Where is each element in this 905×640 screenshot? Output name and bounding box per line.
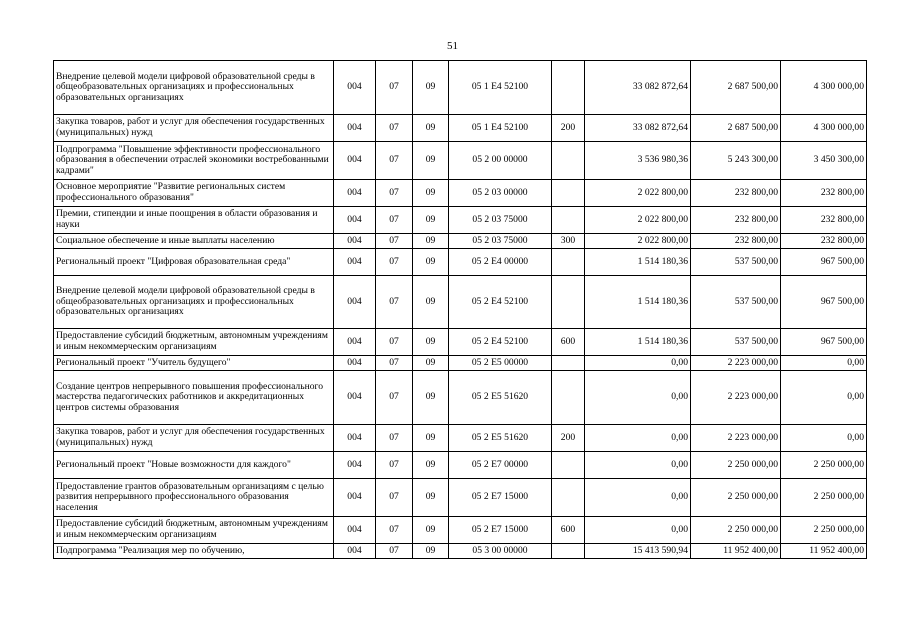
table-row xyxy=(54,142,867,180)
row-expense-type: 200 xyxy=(552,425,585,452)
row-amount-2: 232 800,00 xyxy=(691,207,781,234)
row-amount-2: 232 800,00 xyxy=(691,234,781,249)
row-target-article: 05 2 E5 00000 xyxy=(449,356,552,371)
row-expense-type: 600 xyxy=(552,517,585,544)
table-row xyxy=(54,371,867,425)
row-target-article: 05 2 03 75000 xyxy=(449,207,552,234)
row-section-code: 07 xyxy=(376,371,413,425)
row-ved-code: 004 xyxy=(334,276,376,329)
row-amount-2: 2 250 000,00 xyxy=(691,517,781,544)
table-row xyxy=(54,517,867,544)
row-ved-code: 004 xyxy=(334,356,376,371)
row-amount-2: 11 952 400,00 xyxy=(691,544,781,559)
row-section-code: 07 xyxy=(376,249,413,276)
row-subsection-code: 09 xyxy=(413,142,449,180)
row-expense-type: 200 xyxy=(552,115,585,142)
row-expense-type xyxy=(552,207,585,234)
row-section-code: 07 xyxy=(376,207,413,234)
row-ved-code: 004 xyxy=(334,329,376,356)
budget-table-body xyxy=(54,61,867,559)
row-ved-code: 004 xyxy=(334,371,376,425)
row-name: Премии, стипендии и иные поощрения в области образования и науки xyxy=(54,207,334,234)
row-expense-type xyxy=(552,249,585,276)
row-amount-2: 2 223 000,00 xyxy=(691,371,781,425)
row-amount-1: 15 413 590,94 xyxy=(585,544,691,559)
row-target-article: 05 2 E4 00000 xyxy=(449,249,552,276)
row-amount-1: 33 082 872,64 xyxy=(585,115,691,142)
row-amount-2: 2 687 500,00 xyxy=(691,61,781,115)
row-section-code: 07 xyxy=(376,452,413,479)
row-ved-code: 004 xyxy=(334,180,376,207)
row-section-code: 07 xyxy=(376,425,413,452)
row-amount-3: 967 500,00 xyxy=(781,276,867,329)
row-amount-3: 11 952 400,00 xyxy=(781,544,867,559)
row-amount-1: 2 022 800,00 xyxy=(585,207,691,234)
table-row xyxy=(54,180,867,207)
row-amount-1: 33 082 872,64 xyxy=(585,61,691,115)
row-amount-2: 2 223 000,00 xyxy=(691,425,781,452)
page-number: 51 xyxy=(447,40,458,52)
row-target-article: 05 2 E7 15000 xyxy=(449,517,552,544)
row-amount-2: 537 500,00 xyxy=(691,329,781,356)
row-name: Региональный проект "Новые возможности для каждого" xyxy=(54,452,334,479)
row-subsection-code: 09 xyxy=(413,276,449,329)
row-target-article: 05 2 00 00000 xyxy=(449,142,552,180)
budget-table xyxy=(53,60,867,559)
row-section-code: 07 xyxy=(376,517,413,544)
table-row xyxy=(54,207,867,234)
row-amount-3: 3 450 300,00 xyxy=(781,142,867,180)
table-row xyxy=(54,249,867,276)
row-amount-1: 2 022 800,00 xyxy=(585,180,691,207)
row-section-code: 07 xyxy=(376,61,413,115)
row-amount-1: 0,00 xyxy=(585,371,691,425)
row-name: Закупка товаров, работ и услуг для обеспечения государственных (муниципальных) нужд xyxy=(54,425,334,452)
row-subsection-code: 09 xyxy=(413,329,449,356)
row-name: Предоставление грантов образовательным организациям с целью развития непрерывного профессионального образования населения xyxy=(54,479,334,517)
row-expense-type xyxy=(552,479,585,517)
row-name: Предоставление субсидий бюджетным, автономным учреждениям и иным некоммерческим организациям xyxy=(54,329,334,356)
row-target-article: 05 2 E5 51620 xyxy=(449,425,552,452)
row-amount-3: 0,00 xyxy=(781,356,867,371)
row-subsection-code: 09 xyxy=(413,115,449,142)
row-subsection-code: 09 xyxy=(413,234,449,249)
row-expense-type xyxy=(552,544,585,559)
table-row xyxy=(54,356,867,371)
row-amount-3: 4 300 000,00 xyxy=(781,115,867,142)
row-target-article: 05 2 E5 51620 xyxy=(449,371,552,425)
row-amount-2: 2 250 000,00 xyxy=(691,479,781,517)
row-amount-3: 4 300 000,00 xyxy=(781,61,867,115)
row-subsection-code: 09 xyxy=(413,207,449,234)
row-name: Региональный проект "Цифровая образовательная среда" xyxy=(54,249,334,276)
row-name: Внедрение целевой модели цифровой образовательной среды в общеобразовательных организациях и профессиональных образовательных организациях xyxy=(54,276,334,329)
row-amount-1: 1 514 180,36 xyxy=(585,276,691,329)
row-amount-2: 5 243 300,00 xyxy=(691,142,781,180)
row-expense-type: 300 xyxy=(552,234,585,249)
row-target-article: 05 3 00 00000 xyxy=(449,544,552,559)
row-target-article: 05 2 E7 00000 xyxy=(449,452,552,479)
row-expense-type xyxy=(552,180,585,207)
row-section-code: 07 xyxy=(376,115,413,142)
row-expense-type xyxy=(552,356,585,371)
row-amount-2: 2 223 000,00 xyxy=(691,356,781,371)
row-amount-2: 232 800,00 xyxy=(691,180,781,207)
row-expense-type xyxy=(552,452,585,479)
row-amount-3: 2 250 000,00 xyxy=(781,517,867,544)
row-ved-code: 004 xyxy=(334,452,376,479)
row-section-code: 07 xyxy=(376,276,413,329)
row-ved-code: 004 xyxy=(334,207,376,234)
row-ved-code: 004 xyxy=(334,425,376,452)
row-section-code: 07 xyxy=(376,479,413,517)
row-subsection-code: 09 xyxy=(413,371,449,425)
row-amount-3: 232 800,00 xyxy=(781,207,867,234)
table-row xyxy=(54,329,867,356)
row-subsection-code: 09 xyxy=(413,544,449,559)
row-name: Социальное обеспечение и иные выплаты населению xyxy=(54,234,334,249)
row-subsection-code: 09 xyxy=(413,61,449,115)
row-amount-1: 0,00 xyxy=(585,479,691,517)
row-ved-code: 004 xyxy=(334,517,376,544)
row-amount-1: 0,00 xyxy=(585,517,691,544)
row-name: Основное мероприятие "Развитие региональных систем профессионального образования" xyxy=(54,180,334,207)
row-subsection-code: 09 xyxy=(413,452,449,479)
row-amount-2: 537 500,00 xyxy=(691,276,781,329)
row-section-code: 07 xyxy=(376,544,413,559)
row-amount-1: 0,00 xyxy=(585,356,691,371)
table-row xyxy=(54,234,867,249)
table-row xyxy=(54,61,867,115)
row-expense-type xyxy=(552,142,585,180)
row-ved-code: 004 xyxy=(334,61,376,115)
row-amount-2: 2 687 500,00 xyxy=(691,115,781,142)
row-subsection-code: 09 xyxy=(413,249,449,276)
row-target-article: 05 2 03 75000 xyxy=(449,234,552,249)
row-subsection-code: 09 xyxy=(413,479,449,517)
row-section-code: 07 xyxy=(376,142,413,180)
table-row xyxy=(54,479,867,517)
row-amount-1: 1 514 180,36 xyxy=(585,249,691,276)
row-subsection-code: 09 xyxy=(413,180,449,207)
row-amount-3: 2 250 000,00 xyxy=(781,452,867,479)
row-name: Предоставление субсидий бюджетным, автономным учреждениям и иным некоммерческим организациям xyxy=(54,517,334,544)
row-expense-type xyxy=(552,276,585,329)
table-row xyxy=(54,425,867,452)
row-name: Создание центров непрерывного повышения профессионального мастерства педагогических работников и аккредитационных центров системы образования xyxy=(54,371,334,425)
row-amount-1: 0,00 xyxy=(585,425,691,452)
row-ved-code: 004 xyxy=(334,479,376,517)
row-expense-type: 600 xyxy=(552,329,585,356)
row-ved-code: 004 xyxy=(334,142,376,180)
row-amount-3: 232 800,00 xyxy=(781,180,867,207)
table-row xyxy=(54,452,867,479)
row-amount-3: 2 250 000,00 xyxy=(781,479,867,517)
row-amount-1: 1 514 180,36 xyxy=(585,329,691,356)
row-name: Внедрение целевой модели цифровой образовательной среды в общеобразовательных организациях и профессиональных образовательных организациях xyxy=(54,61,334,115)
row-ved-code: 004 xyxy=(334,115,376,142)
row-amount-1: 0,00 xyxy=(585,452,691,479)
row-amount-3: 0,00 xyxy=(781,371,867,425)
table-row xyxy=(54,544,867,559)
row-amount-3: 232 800,00 xyxy=(781,234,867,249)
row-amount-1: 3 536 980,36 xyxy=(585,142,691,180)
row-expense-type xyxy=(552,61,585,115)
row-name: Подпрограмма "Повышение эффективности профессионального образования в обеспечении отраслей экономики востребованными кадрами" xyxy=(54,142,334,180)
table-row xyxy=(54,276,867,329)
row-amount-3: 967 500,00 xyxy=(781,249,867,276)
table-row xyxy=(54,115,867,142)
row-target-article: 05 2 E4 52100 xyxy=(449,329,552,356)
row-target-article: 05 2 E7 15000 xyxy=(449,479,552,517)
row-target-article: 05 1 E4 52100 xyxy=(449,115,552,142)
row-amount-3: 0,00 xyxy=(781,425,867,452)
row-target-article: 05 1 E4 52100 xyxy=(449,61,552,115)
row-section-code: 07 xyxy=(376,356,413,371)
row-target-article: 05 2 E4 52100 xyxy=(449,276,552,329)
row-name: Региональный проект "Учитель будущего" xyxy=(54,356,334,371)
row-target-article: 05 2 03 00000 xyxy=(449,180,552,207)
row-ved-code: 004 xyxy=(334,234,376,249)
row-ved-code: 004 xyxy=(334,544,376,559)
row-subsection-code: 09 xyxy=(413,425,449,452)
row-subsection-code: 09 xyxy=(413,517,449,544)
row-section-code: 07 xyxy=(376,329,413,356)
row-ved-code: 004 xyxy=(334,249,376,276)
row-expense-type xyxy=(552,371,585,425)
row-section-code: 07 xyxy=(376,180,413,207)
row-amount-2: 537 500,00 xyxy=(691,249,781,276)
row-amount-2: 2 250 000,00 xyxy=(691,452,781,479)
row-subsection-code: 09 xyxy=(413,356,449,371)
row-name: Закупка товаров, работ и услуг для обеспечения государственных (муниципальных) нужд xyxy=(54,115,334,142)
row-section-code: 07 xyxy=(376,234,413,249)
row-amount-3: 967 500,00 xyxy=(781,329,867,356)
row-amount-1: 2 022 800,00 xyxy=(585,234,691,249)
row-name: Подпрограмма "Реализация мер по обучению, xyxy=(54,544,334,559)
